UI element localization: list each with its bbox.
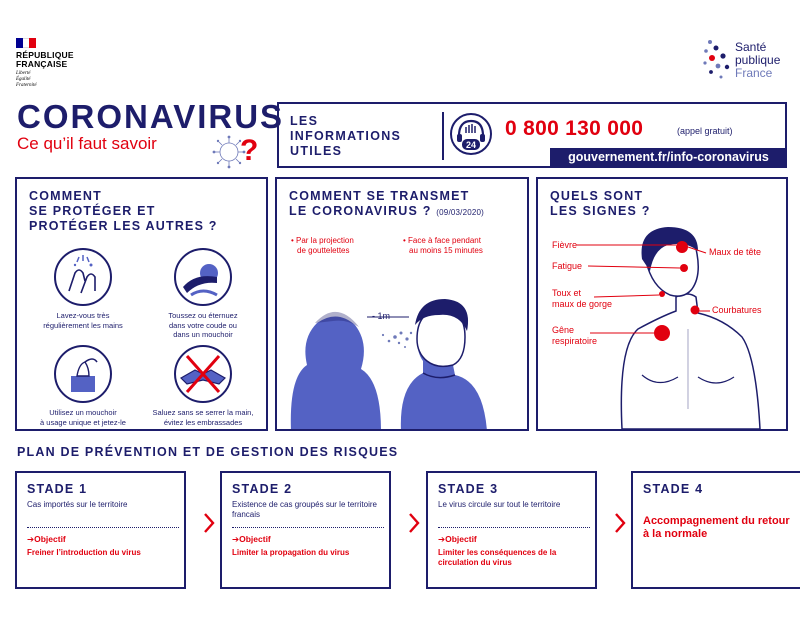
stage-goal: Freiner l’introduction du virus <box>27 548 141 557</box>
page-title: CORONAVIRUS <box>17 98 285 135</box>
hand-washing-icon <box>53 247 113 307</box>
stage-4-card <box>631 471 800 589</box>
phone-icon-text: 24 <box>465 140 477 150</box>
stage-objective-label: ➔Objectif <box>27 534 66 544</box>
stage-name: STADE 4 <box>643 482 704 496</box>
dots-logo-icon <box>702 38 734 84</box>
stage-objective-label: ➔Objectif <box>232 534 271 544</box>
chevron-right-icon <box>614 512 626 534</box>
agency-name-line1: Santé <box>735 40 767 54</box>
virus-question-icon <box>205 128 265 176</box>
transmission-illustration <box>277 269 527 431</box>
gesture-cough-elbow <box>143 247 263 340</box>
stage-description: Cas importés sur le territoire <box>27 500 128 509</box>
phone-number[interactable]: 0 800 130 000 <box>505 117 644 140</box>
tissue-box-icon <box>53 344 113 404</box>
stage-name: STADE 1 <box>27 482 88 496</box>
french-flag-icon <box>16 38 36 48</box>
protect-title: COMMENT SE PROTÉGER ET PROTÉGER LES AUTRES ? <box>29 189 218 233</box>
page-subtitle: Ce qu’il faut savoir <box>17 134 157 153</box>
info-url-link[interactable]: gouvernement.fr/info-coronavirus <box>550 148 787 166</box>
stage-objective-label: ➔Objectif <box>438 534 477 544</box>
chevron-right-icon <box>203 512 215 534</box>
stage-name: STADE 2 <box>232 482 293 496</box>
gesture-caption-line1: Saluez sans se serrer la main, <box>152 408 254 417</box>
symptoms-title: QUELS SONT LES SIGNES ? <box>550 189 651 218</box>
gesture-wash-hands <box>23 247 143 330</box>
gesture-caption-line2: évitez les embrassades <box>163 417 243 427</box>
stage-description: Le virus circule sur tout le territoire <box>438 500 561 509</box>
chevron-right-icon <box>408 512 420 534</box>
republic-motto: Liberté Égalité Fraternité <box>16 71 37 88</box>
gesture-tissue <box>23 344 143 427</box>
gesture-caption-line2: régulièrement les mains <box>43 320 123 330</box>
sign-fever: Fièvre <box>552 240 578 250</box>
symptoms-panel <box>536 177 788 431</box>
phone-note: (appel gratuit) <box>677 126 733 136</box>
bullet-face-to-face: • Face à face pendant au moins 15 minutes <box>403 236 483 255</box>
headset-24h-icon <box>449 112 493 156</box>
sign-headache: Maux de tête <box>709 247 762 257</box>
stage-goal: Limiter la propagation du virus <box>232 548 350 557</box>
bullet-droplets: • Par la projection de gouttelettes <box>291 236 354 255</box>
sign-cough: Toux et maux de gorge <box>552 288 613 309</box>
stage-1-card <box>15 471 186 589</box>
republic-name-line2: FRANÇAISE <box>16 59 68 69</box>
republic-name-line1: RÉPUBLIQUE <box>16 50 74 60</box>
stage-separator <box>232 527 384 528</box>
gesture-caption-line1: Utilisez un mouchoir <box>49 408 117 417</box>
no-handshake-icon <box>173 344 233 404</box>
stage-3-card <box>426 471 597 589</box>
stage-goal: Limiter les conséquences de la circulation du virus <box>438 548 557 567</box>
info-divider <box>442 112 444 160</box>
sante-publique-france-logo <box>702 38 782 86</box>
agency-name-line2: publique <box>735 53 781 67</box>
protect-panel <box>15 177 268 431</box>
gesture-caption-line1: Toussez ou éternuez <box>168 311 238 320</box>
stage-2-card <box>220 471 391 589</box>
stage-goal: Accompagnement du retour à la normale <box>643 515 790 540</box>
distance-label: - 1m <box>372 311 390 321</box>
useful-info-box <box>277 102 787 168</box>
republique-francaise-logo <box>16 38 86 89</box>
stage-separator <box>438 527 590 528</box>
svg-text:?: ? <box>240 134 259 167</box>
gesture-caption-line2: à usage unique et jetez-le <box>40 417 126 427</box>
stage-separator <box>27 527 179 528</box>
cough-elbow-icon <box>173 247 233 307</box>
gesture-caption-line1: Lavez-vous très <box>56 311 110 320</box>
agency-name-line3: France <box>735 66 773 80</box>
gesture-caption-line2: dans votre coude ou <box>169 320 237 330</box>
sign-breathing: Gêne respiratoire <box>552 325 598 346</box>
sign-aches: Courbatures <box>712 305 762 315</box>
stage-name: STADE 3 <box>438 482 499 496</box>
transmission-title: COMMENT SE TRANSMET LE CORONAVIRUS ? (09/03/2020) <box>289 189 485 218</box>
info-label: LES INFORMATIONS UTILES <box>290 114 402 158</box>
transmission-date: (09/03/2020) <box>436 208 485 217</box>
gesture-caption-line3: dans un mouchoir <box>173 330 233 339</box>
sign-fatigue: Fatigue <box>552 261 583 271</box>
plan-title: PLAN DE PRÉVENTION ET DE GESTION DES RISQUES <box>17 445 399 459</box>
gesture-no-handshake <box>143 344 263 427</box>
transmission-panel <box>275 177 529 431</box>
stage-description: Existence de cas groupés sur le territoire francais <box>232 500 377 519</box>
